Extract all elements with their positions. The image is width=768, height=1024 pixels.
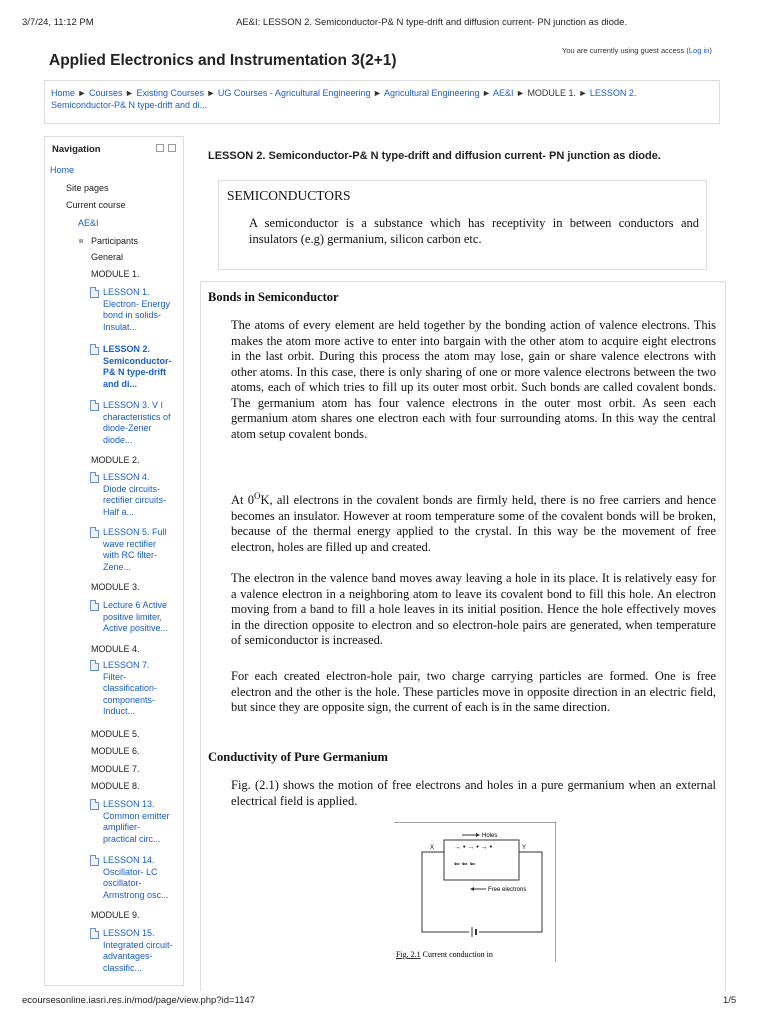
figure-2-1 bbox=[394, 822, 556, 962]
nav-lesson-1-line: Insulat... bbox=[103, 321, 138, 332]
breadcrumb-existing-courses[interactable]: Existing Courses bbox=[136, 88, 204, 98]
nav-module-6[interactable]: MODULE 6. bbox=[91, 746, 140, 756]
breadcrumb-aei[interactable]: AE&I bbox=[492, 88, 514, 98]
nav-lesson-3-line: diode... bbox=[103, 434, 133, 445]
nav-lesson-2-active[interactable] bbox=[103, 344, 172, 390]
print-page-title: AE&I: LESSON 2. Semiconductor-P& N type-drift and diffusion current- PN junction as diode. bbox=[236, 17, 628, 28]
nav-lesson-15-line: advantages- bbox=[103, 951, 153, 961]
nav-lesson-5-line: Zene... bbox=[103, 561, 132, 572]
site-title[interactable]: Applied Electronics and Instrumentation 3(2+1) bbox=[49, 52, 397, 69]
temp-rest: K, all electrons in the covalent bonds are firmly held, there is no free carriers and hence becomes an insulator. However at room temperature some of the covalent bonds will be broken, because of the thermal energy applied to the crystal. In this way be the movement of free electron, holes are filled up and created. bbox=[231, 493, 717, 554]
breadcrumb-module1: MODULE 1. bbox=[527, 88, 576, 98]
temp-prefix: At 0 bbox=[231, 493, 254, 508]
nav-lecture-6[interactable] bbox=[103, 600, 168, 635]
nav-lesson-3-line: characteristics of bbox=[103, 411, 171, 422]
nav-module-9[interactable]: MODULE 9. bbox=[91, 910, 140, 920]
nav-lesson-5-line: LESSON 5. Full bbox=[103, 527, 167, 537]
figure-caption-label: Fig. 2.1 bbox=[396, 950, 421, 959]
nav-lesson-13-line: LESSON 13. bbox=[103, 799, 155, 809]
nav-site-pages[interactable]: Site pages bbox=[66, 183, 109, 193]
nav-lesson-14-line: Armstrong osc... bbox=[103, 889, 169, 900]
nav-module-4[interactable]: MODULE 4. bbox=[91, 644, 140, 654]
bullet-icon bbox=[79, 239, 83, 243]
nav-lesson-13-line: Common emitter bbox=[103, 810, 170, 821]
bonds-title: Bonds in Semiconductor bbox=[208, 290, 339, 304]
breadcrumb-agri-engineering[interactable]: Agricultural Engineering bbox=[383, 88, 480, 98]
print-page-number: 1/5 bbox=[723, 995, 737, 1006]
navigation-title: Navigation bbox=[52, 144, 101, 155]
breadcrumb-sep: ► bbox=[373, 88, 382, 98]
page-icon bbox=[90, 527, 99, 538]
bonds-paragraph: The atoms of every element are held together by the bonding action of valence electrons. This makes the atom more active to enter into bargain with the other atom to acquire eight electrons in the last orbit. During this process the atom may lose, gain or share valence electrons with other atoms. In this case, there is only sharing of one or more valence electrons between the two atoms, each of which tries to fill up its outer most orbit. Such bonds are called covalent bonds. The germanium atom has four valence electrons in the outer most orbit. As seen each germanium atom shares one electron each with four surrounding atoms. In this way the central atom setup covalent bonds. bbox=[231, 318, 716, 441]
nav-lesson-5-line: with RC filter- bbox=[103, 550, 158, 560]
figure-diagram bbox=[394, 822, 556, 962]
nav-lesson-4-line: rectifier circuits- bbox=[103, 495, 167, 505]
breadcrumb-lesson2[interactable]: LESSON 2. bbox=[589, 88, 637, 98]
nav-lesson-4-line: Diode circuits- bbox=[103, 483, 161, 494]
nav-lesson-1-line: Electron- Energy bbox=[103, 298, 171, 309]
electron-hole-paragraph: For each created electron-hole pair, two charge carrying particles are formed. One is free electron and the other is the hole. These particles move in opposite direction in an electric field, but since they are opposite sign, the current of each is in the same direction. bbox=[231, 669, 716, 714]
nav-lesson-13[interactable] bbox=[103, 799, 170, 845]
nav-lesson-4[interactable] bbox=[103, 472, 166, 518]
nav-module-5[interactable]: MODULE 5. bbox=[91, 729, 140, 739]
page-icon bbox=[90, 472, 99, 483]
print-url: ecoursesonline.iasri.res.in/mod/page/view.php?id=1147 bbox=[22, 995, 255, 1006]
guest-access-notice bbox=[562, 46, 712, 55]
guest-access-text: You are currently using guest access ( bbox=[562, 46, 689, 55]
nav-lesson-4-line: Half a... bbox=[103, 506, 135, 517]
dock-icon[interactable] bbox=[156, 144, 164, 152]
nav-lesson-7-line: components- bbox=[103, 694, 156, 705]
conductivity-title: Conductivity of Pure Germanium bbox=[208, 750, 388, 764]
nav-lesson-5[interactable] bbox=[103, 527, 167, 573]
print-datetime: 3/7/24, 11:12 PM bbox=[22, 17, 94, 28]
page-icon bbox=[90, 400, 99, 411]
nav-lesson-7-line: LESSON 7. bbox=[103, 660, 150, 670]
label-y: Y bbox=[522, 845, 527, 851]
nav-lesson-4-line: LESSON 4. bbox=[103, 472, 150, 482]
degree-sup: O bbox=[253, 491, 261, 501]
label-holes: Holes bbox=[482, 833, 498, 839]
nav-lesson-2-line: Semiconductor- bbox=[103, 355, 172, 366]
nav-lesson-15-line: Integrated circuit- bbox=[103, 939, 173, 950]
breadcrumb-sep: ► bbox=[77, 88, 87, 98]
nav-lesson-7-line: classification- bbox=[103, 683, 158, 693]
breadcrumb-sep: ► bbox=[482, 88, 491, 98]
nav-lesson-7-line: Induct... bbox=[103, 706, 136, 716]
breadcrumb-ug-courses[interactable]: UG Courses - Agricultural Engineering bbox=[217, 88, 371, 98]
nav-module-1[interactable]: MODULE 1. bbox=[91, 269, 140, 279]
page-icon bbox=[90, 855, 99, 866]
collapse-icon[interactable] bbox=[168, 144, 176, 152]
nav-lesson-7[interactable] bbox=[103, 660, 157, 718]
hole-row-1: → • → • → • bbox=[454, 844, 493, 851]
nav-lesson-3[interactable] bbox=[103, 400, 171, 446]
breadcrumb-lesson2-cont[interactable]: Semiconductor-P& N type-drift and di... bbox=[51, 100, 208, 110]
guest-access-close: ) bbox=[709, 46, 712, 55]
nav-lesson-13-line: practical circ... bbox=[103, 833, 161, 844]
page-icon bbox=[90, 660, 99, 671]
breadcrumb-sep: ► bbox=[125, 88, 134, 98]
nav-lesson-5-line: wave rectifier bbox=[103, 538, 157, 549]
login-link[interactable]: Log in bbox=[688, 46, 710, 55]
nav-course-aei[interactable]: AE&I bbox=[78, 218, 99, 228]
nav-lecture-6-line: Active positive... bbox=[103, 623, 169, 633]
label-free-electrons: Free electrons bbox=[488, 887, 527, 893]
page-icon bbox=[90, 799, 99, 810]
figure-caption bbox=[396, 950, 493, 959]
nav-module-3[interactable]: MODULE 3. bbox=[91, 582, 140, 592]
nav-lesson-1[interactable] bbox=[103, 287, 170, 333]
figure-bg bbox=[394, 822, 556, 962]
nav-home[interactable]: Home bbox=[50, 165, 75, 175]
nav-lesson-14-line: LESSON 14. bbox=[103, 855, 155, 865]
nav-lesson-7-line: Filter- bbox=[103, 671, 126, 682]
nav-lesson-3-line: LESSON 3. V I bbox=[103, 400, 164, 410]
nav-lesson-1-line: bond in solids- bbox=[103, 310, 162, 320]
page-icon bbox=[90, 344, 99, 355]
nav-lesson-3-line: diode-Zener bbox=[103, 423, 152, 433]
semiconductors-title: SEMICONDUCTORS bbox=[227, 188, 351, 203]
nav-lesson-2-line: LESSON 2. bbox=[103, 344, 151, 354]
breadcrumb-sep: ► bbox=[578, 88, 588, 98]
page-icon bbox=[90, 287, 99, 298]
nav-lesson-14[interactable] bbox=[103, 855, 169, 901]
breadcrumb-sep: ► bbox=[206, 88, 216, 98]
nav-lesson-13-line: amplifier- bbox=[103, 822, 141, 832]
nav-lesson-15-line: LESSON 15. bbox=[103, 928, 155, 938]
navigation-block bbox=[44, 136, 184, 986]
nav-lesson-14-line: Oscillator- LC bbox=[103, 866, 158, 877]
figure-intro-paragraph: Fig. (2.1) shows the motion of free electrons and holes in a pure germanium when an external electrical field is applied. bbox=[231, 778, 716, 808]
figure-caption-text: Current conduction in bbox=[420, 950, 493, 959]
nav-participants[interactable]: Participants bbox=[91, 236, 139, 246]
nav-module-8[interactable]: MODULE 8. bbox=[91, 781, 140, 791]
nav-lesson-2-line: P& N type-drift bbox=[103, 367, 166, 377]
page-icon bbox=[90, 928, 99, 939]
nav-general[interactable]: General bbox=[91, 252, 124, 262]
nav-module-2[interactable]: MODULE 2. bbox=[91, 455, 140, 465]
lesson-heading: LESSON 2. Semiconductor-P& N type-drift and diffusion current- PN junction as diode. bbox=[208, 150, 661, 162]
nav-lecture-6-line: Lecture 6 Active bbox=[103, 600, 168, 610]
breadcrumb bbox=[44, 80, 720, 124]
nav-lecture-6-line: positive limiter, bbox=[103, 611, 163, 622]
nav-lesson-15[interactable] bbox=[103, 928, 173, 974]
nav-current-course[interactable]: Current course bbox=[66, 200, 126, 210]
label-x: X bbox=[430, 845, 435, 851]
nav-lesson-15-line: classific... bbox=[103, 962, 143, 973]
nav-lesson-14-line: oscillator- bbox=[103, 878, 142, 888]
nav-lesson-2-line: and di... bbox=[103, 378, 138, 389]
nav-lesson-1-line: LESSON 1. bbox=[103, 287, 150, 297]
nav-module-7[interactable]: MODULE 7. bbox=[91, 764, 140, 774]
hole-paragraph: The electron in the valence band moves away leaving a hole in its place. It is relatively easy for a valence electron in a neighboring atom to leave its covalent bond to fill this hole. An electron moving from a band to fill a hole leaves in its initial position. Hence the hole effectively moves in the direction opposite to electron and so electron-hole pairs are generated, when temperature of semiconductor is increased. bbox=[231, 571, 716, 647]
electron-row-1: ⇐ ⇐ ⇐ bbox=[454, 861, 476, 868]
breadcrumb-home[interactable]: Home bbox=[51, 88, 76, 98]
semiconductors-text: A semiconductor is a substance which has receptivity in between conductors and insulators (e.g) germanium, silicon carbon etc. bbox=[249, 216, 699, 246]
temperature-paragraph bbox=[231, 489, 716, 555]
breadcrumb-sep: ► bbox=[516, 88, 525, 98]
breadcrumb-courses[interactable]: Courses bbox=[88, 88, 123, 98]
page-icon bbox=[90, 600, 99, 611]
